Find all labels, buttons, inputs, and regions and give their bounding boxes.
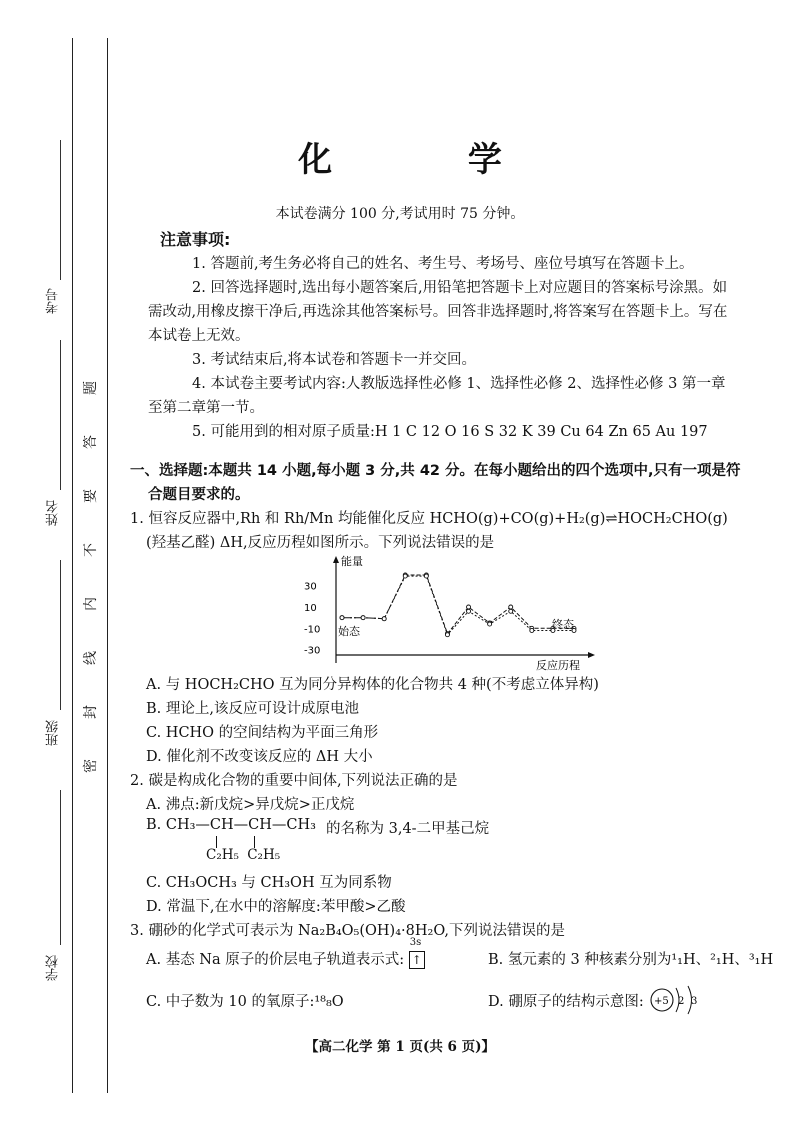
notice-item: 4. 本试卷主要考试内容:人教版选择性必修 1、选择性必修 2、选择性必修 3 第一章至第二章第一节。	[148, 376, 726, 416]
page-footer: 【高二化学 第 1 页(共 6 页)】	[304, 1039, 496, 1055]
data-point	[361, 616, 365, 620]
data-point	[530, 628, 534, 632]
x-axis-arrow	[588, 652, 595, 658]
q1-option-c[interactable]: C. HCHO 的空间结构为平面三角形	[146, 725, 379, 741]
section-heading: 一、选择题:本题共 14 小题,每小题 3 分,共 42 分。在每小题给出的四个选项中,只有一项是符	[130, 463, 741, 479]
data-point	[445, 633, 449, 637]
y-tick-label: -10	[304, 624, 321, 636]
field-name-label: 姓名	[46, 500, 61, 526]
q1-stem: (羟基乙醛) ΔH,反应历程如图所示。下列说法错误的是	[146, 535, 495, 551]
data-point	[509, 609, 513, 613]
x-axis-label: 反应历程	[536, 659, 580, 672]
data-point	[382, 617, 386, 621]
seal-char: 要	[83, 489, 99, 503]
q2-stem: 2. 碳是构成化合物的重要中间体,下列说法正确的是	[130, 773, 458, 789]
data-point	[340, 616, 344, 620]
q3-option-d[interactable]: D. 硼原子的结构示意图:	[488, 994, 644, 1010]
q3-option-a[interactable]	[146, 937, 425, 969]
notice-item: 1. 答题前,考生务必将自己的姓名、考生号、考场号、座位号填写在答题卡上。	[192, 256, 694, 272]
q1-option-a[interactable]: A. 与 HOCH₂CHO 互为同分异构体的化合物共 4 种(不考虑立体异构)	[146, 677, 599, 693]
series-line-Rh	[342, 575, 574, 634]
q2-option-d[interactable]: D. 常温下,在水中的溶解度:苯甲酸>乙酸	[146, 899, 406, 915]
q3-stem: 3. 硼砂的化学式可表示为 Na₂B₄O₅(OH)₄·8H₂O,下列说法错误的是	[130, 923, 565, 939]
seal-char: 内	[83, 597, 99, 611]
y-axis-label: 能量	[341, 555, 363, 568]
field-school-input[interactable]	[60, 790, 61, 945]
q1-option-b[interactable]: B. 理论上,该反应可设计成原电池	[146, 701, 359, 717]
notice-item: 5. 可能用到的相对原子质量:H 1 C 12 O 16 S 32 K 39 Cu 64 Zn 65 Au 197	[192, 424, 708, 440]
binding-line-outer	[72, 38, 73, 1093]
q2-option-b-formula[interactable]: B. CH₃—CH—CH—CH₃	[146, 817, 316, 833]
q2-option-c[interactable]: C. CH₃OCH₃ 与 CH₃OH 互为同系物	[146, 875, 392, 891]
seal-char: 线	[83, 651, 99, 665]
notice-heading: 注意事项:	[160, 230, 231, 249]
seal-char: 不	[83, 543, 99, 557]
seal-char: 密	[83, 759, 99, 773]
notice-item: 3. 考试结束后,将本试卷和答题卡一并交回。	[192, 352, 477, 368]
y-tick-label: 30	[304, 581, 317, 593]
annotation-start: 始态	[338, 625, 360, 638]
q3-option-b[interactable]: B. 氢元素的 3 种核素分别为¹₁H、²₁H、³₁H	[488, 952, 774, 968]
data-point	[467, 605, 471, 609]
field-class-input[interactable]	[60, 560, 61, 710]
seal-char: 题	[83, 381, 99, 395]
y-axis-arrow	[333, 556, 339, 563]
shell-electrons: 3	[691, 996, 698, 1007]
y-tick-label: -30	[304, 645, 321, 657]
data-point	[403, 574, 407, 578]
exam-info: 本试卷满分 100 分,考试用时 75 分钟。	[275, 206, 525, 222]
q1-option-d[interactable]: D. 催化剂不改变该反应的 ΔH 大小	[146, 749, 373, 765]
field-exam-number-label: 考号	[46, 288, 61, 314]
data-point	[467, 609, 471, 613]
q2-option-a[interactable]: A. 沸点:新戊烷>异戊烷>正戊烷	[146, 797, 355, 813]
data-point	[488, 622, 492, 626]
notice-item: 2. 回答选择题时,选出每小题答案后,用铅笔把答题卡上对应题目的答案标号涂黑。如需改动,用橡皮擦干净后,再选涂其他答案标号。回答非选择题时,将答案写在答题卡上。写在本试卷上无效。	[148, 280, 728, 344]
q2-option-b-text[interactable]: 的名称为 3,4-二甲基己烷	[326, 821, 490, 837]
series-line-Rh/Mn	[342, 576, 574, 635]
data-point	[509, 605, 513, 609]
orbital-box	[409, 937, 425, 969]
nucleus-charge: +5	[654, 996, 669, 1007]
q2-option-b-substituents: C₂H₅ C₂H₅	[206, 847, 281, 863]
field-class-label: 班级	[46, 720, 61, 746]
data-point	[424, 574, 428, 578]
up-arrow-icon: ↑	[411, 953, 422, 967]
energy-profile-chart	[300, 555, 600, 673]
q3-option-c[interactable]: C. 中子数为 10 的氧原子:¹⁸₈O	[146, 994, 344, 1010]
seal-char: 封	[83, 705, 99, 719]
q3-option-a-text: A. 基态 Na 原子的价层电子轨道表示式:	[146, 952, 405, 968]
page-title: 化 学	[298, 140, 564, 180]
section-heading: 合题目要求的。	[148, 487, 250, 503]
field-name-input[interactable]	[60, 340, 61, 490]
q1-stem: 1. 恒容反应器中,Rh 和 Rh/Mn 均能催化反应 HCHO(g)+CO(g)+H₂(g)⇌HOCH₂CHO(g)	[130, 511, 728, 527]
orbital-label: 3s	[409, 937, 422, 948]
seal-char: 答	[83, 435, 99, 449]
y-tick-label: 10	[304, 603, 317, 614]
shell-electrons: 2	[678, 996, 685, 1007]
binding-line-inner	[107, 38, 108, 1093]
field-school-label: 学校	[46, 955, 61, 981]
annotation-end: 终态	[552, 618, 574, 631]
boron-atom-diagram	[648, 982, 708, 1018]
